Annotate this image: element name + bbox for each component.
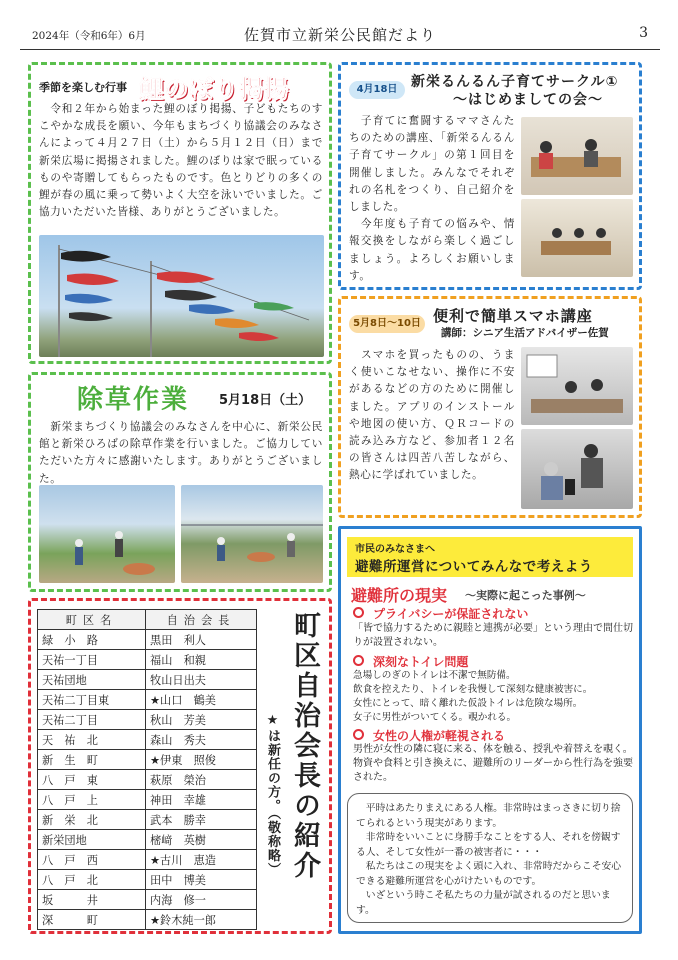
weeding-article bbox=[28, 372, 332, 592]
issue-body-women: 男性が女性の隣に寝に来る、体を触る、授乳や着替えを覗く。物資や食料と引き換えに、避難所のリーダーから性行為を強要された。 bbox=[353, 744, 633, 783]
table-row bbox=[38, 830, 257, 850]
koinobori-photo bbox=[39, 235, 324, 357]
smartphone-date-badge: 5月8日～10日 bbox=[349, 315, 425, 333]
issue-title-women: 女性の人権が軽視される bbox=[373, 729, 506, 743]
shelter-title: 避難所運営についてみんなで考えよう bbox=[355, 559, 593, 575]
area-name: 新 生 町 bbox=[38, 750, 146, 770]
bullet-circle-icon bbox=[353, 607, 364, 618]
area-name: 八 戸 西 bbox=[38, 850, 146, 870]
smartphone-photo-2 bbox=[521, 429, 633, 509]
weeding-body: 新栄まちづくり協議会のみなさんを中心に、新栄公民館と新栄ひろばの除草作業を行いました。ご協力していただいた方々に感謝いたします。ありがとうございました。 bbox=[39, 421, 323, 485]
smartphone-article bbox=[338, 296, 642, 518]
chief-name: 田中 博美 bbox=[146, 870, 257, 890]
circle-article bbox=[338, 62, 642, 290]
chief-name: 森山 秀夫 bbox=[146, 730, 257, 750]
issue-body-privacy: 「皆で協力するために親睦と連携が必要」という理由で間仕切りが設置されない。 bbox=[353, 623, 633, 648]
table-row bbox=[38, 730, 257, 750]
carp-streamer-illustration bbox=[39, 235, 324, 357]
shelter-section-subtitle: ～実際に起こった事例～ bbox=[465, 589, 586, 602]
area-name: 坂 井 bbox=[38, 890, 146, 910]
chief-name: 萩原 榮治 bbox=[146, 770, 257, 790]
shelter-note-box bbox=[347, 793, 633, 923]
table-row bbox=[38, 670, 257, 690]
smartphone-title: 便利で簡単スマホ講座 bbox=[433, 307, 593, 325]
area-name: 新 栄 北 bbox=[38, 810, 146, 830]
weeding-date: 5月18日（土） bbox=[219, 393, 312, 408]
chief-name: 樒﨑 英樹 bbox=[146, 830, 257, 850]
chiefs-article bbox=[28, 598, 332, 934]
smartphone-help-illustration bbox=[521, 429, 633, 509]
circle-date-badge: 4月18日 bbox=[349, 81, 405, 99]
area-name: 八 戸 東 bbox=[38, 770, 146, 790]
smartphone-photo-1 bbox=[521, 347, 633, 425]
chiefs-table bbox=[37, 609, 257, 930]
chief-name: 内海 修一 bbox=[146, 890, 257, 910]
table-row bbox=[38, 850, 257, 870]
circle-photo-2 bbox=[521, 199, 633, 277]
column-header-area: 町区名 bbox=[38, 610, 146, 630]
issue-body-toilet: 急場しのぎのトイレは不潔で無防備。 飲食を控えたり、トイレを我慢して深刻な健康被害に。 女性にとって、暗く離れた仮設トイレは危険な場所。 女子に男性がついてくる。覗かれる。 bbox=[353, 670, 593, 723]
chief-name: ★山口 鶴美 bbox=[146, 690, 257, 710]
shelter-section-title: 避難所の現実 bbox=[351, 586, 448, 605]
chief-name: ★伊東 照俊 bbox=[146, 750, 257, 770]
chief-name: ★鈴木純一郎 bbox=[146, 910, 257, 930]
area-name: 緑 小 路 bbox=[38, 630, 146, 650]
chief-name: 武本 勝幸 bbox=[146, 810, 257, 830]
chiefs-title: 町区自治会長の紹介 bbox=[289, 611, 320, 881]
smartphone-body: スマホを買ったものの、うまく使いこなせない、操作に不安があるなどの方のために開催しました。アプリのインストールや地図の使い方、ＱＲコードの読み込み方など、参加者１２名の皆さんは四苦八苦しながら、熱心に学ばれていました。 bbox=[349, 349, 515, 482]
page-header bbox=[20, 22, 660, 50]
table-row bbox=[38, 910, 257, 930]
weeding-photo-2 bbox=[181, 485, 323, 583]
area-name: 深 町 bbox=[38, 910, 146, 930]
issue-title-privacy: プライバシーが保証されない bbox=[373, 607, 529, 621]
chief-name: 福山 和親 bbox=[146, 650, 257, 670]
chief-name: 黒田 利人 bbox=[146, 630, 257, 650]
chief-name: 神田 幸雄 bbox=[146, 790, 257, 810]
weeding-photo-1 bbox=[39, 485, 175, 583]
koinobori-body: 令和２年から始まった鯉のぼり掲揚、子どもたちのすこやかな成長を願い、今年もまちづくり協議会のみなさんによって４月２７日（土）から５月１２日（日）まで新栄広場に掲揚されました。鯉のぼりは家で眠っているものや寄贈してもらったものです。色とりどりの多くの鯉が春の風に乗って勢いよく大空を泳いでいました。ご協力いただいた皆様、ありがとうございました。 bbox=[39, 103, 323, 219]
table-row bbox=[38, 810, 257, 830]
shelter-article bbox=[338, 526, 642, 934]
koinobori-article bbox=[28, 62, 332, 364]
table-row bbox=[38, 790, 257, 810]
circle-subtitle: ～はじめましての会～ bbox=[453, 92, 603, 108]
page-number: 3 bbox=[639, 25, 648, 41]
shelter-note: 平時はあたりまえにある人権。非常時はまっさきに切り捨てられるという現実があります。 非常時をいいことに身勝手なことをする人、それを傍観する人、そして女性が一番の被害者に・・・ 私たちはこの現実をよく頭に入れ、非常時だからこそ安心できる避難所運営を心がけたいものです。 いざという時こそ私たちの力量が試されるのだと思います。 bbox=[356, 803, 622, 916]
circle-body: 子育てに奮闘するママさんたちのための講座、「新栄るんるん子育てサークル」の第１回目を開催しました。みんなでそれぞれの名札をつくり、自己紹介をしました。 今年度も子育ての悩みや、情報交換をしながら楽しく過ごしましょう。よろしくお願いします。 bbox=[349, 115, 515, 282]
shelter-kicker: 市民のみなさまへ bbox=[355, 544, 435, 555]
area-name: 天祐二丁目 bbox=[38, 710, 146, 730]
column-header-chief: 自治会長 bbox=[146, 610, 257, 630]
bullet-circle-icon bbox=[353, 729, 364, 740]
chief-name: 秋山 芳美 bbox=[146, 710, 257, 730]
table-row bbox=[38, 710, 257, 730]
circle-photo-1 bbox=[521, 117, 633, 195]
chiefs-table-header bbox=[38, 610, 257, 630]
weeding-title: 除草作業 bbox=[77, 385, 190, 415]
table-row bbox=[38, 690, 257, 710]
issue-title-toilet: 深刻なトイレ問題 bbox=[373, 655, 469, 669]
chief-name: 牧山日出夫 bbox=[146, 670, 257, 690]
newsletter-title: 佐賀市立新栄公民館だより bbox=[243, 26, 436, 44]
chief-name: ★古川 恵造 bbox=[146, 850, 257, 870]
circle-title: 新栄るんるん子育てサークル① bbox=[411, 74, 619, 90]
shelter-banner bbox=[347, 537, 633, 577]
table-row bbox=[38, 770, 257, 790]
table-row bbox=[38, 750, 257, 770]
area-name: 八 戸 上 bbox=[38, 790, 146, 810]
area-name: 天 祐 北 bbox=[38, 730, 146, 750]
area-name: 天祐一丁目 bbox=[38, 650, 146, 670]
area-name: 八 戸 北 bbox=[38, 870, 146, 890]
weeding-field-illustration bbox=[181, 485, 323, 583]
bullet-circle-icon bbox=[353, 655, 364, 666]
table-row bbox=[38, 650, 257, 670]
table-row bbox=[38, 890, 257, 910]
chiefs-note: ★は新任の方。（敬称略） bbox=[265, 713, 280, 877]
smartphone-class-illustration bbox=[521, 347, 633, 425]
area-name: 天祐団地 bbox=[38, 670, 146, 690]
area-name: 新栄団地 bbox=[38, 830, 146, 850]
circle-group-illustration bbox=[521, 117, 633, 195]
smartphone-instructor: 講師：シニア生活アドバイザー佐賀 bbox=[441, 327, 609, 339]
weeding-people-illustration bbox=[39, 485, 175, 583]
table-row bbox=[38, 630, 257, 650]
area-name: 天祐二丁目東 bbox=[38, 690, 146, 710]
issue-date: 2024年（令和6年）6月 bbox=[32, 30, 146, 42]
koinobori-title: 鯉のぼり掲揚 bbox=[139, 75, 289, 103]
table-row bbox=[38, 870, 257, 890]
koinobori-kicker: 季節を楽しむ行事 bbox=[39, 81, 127, 94]
circle-room-illustration bbox=[521, 199, 633, 277]
